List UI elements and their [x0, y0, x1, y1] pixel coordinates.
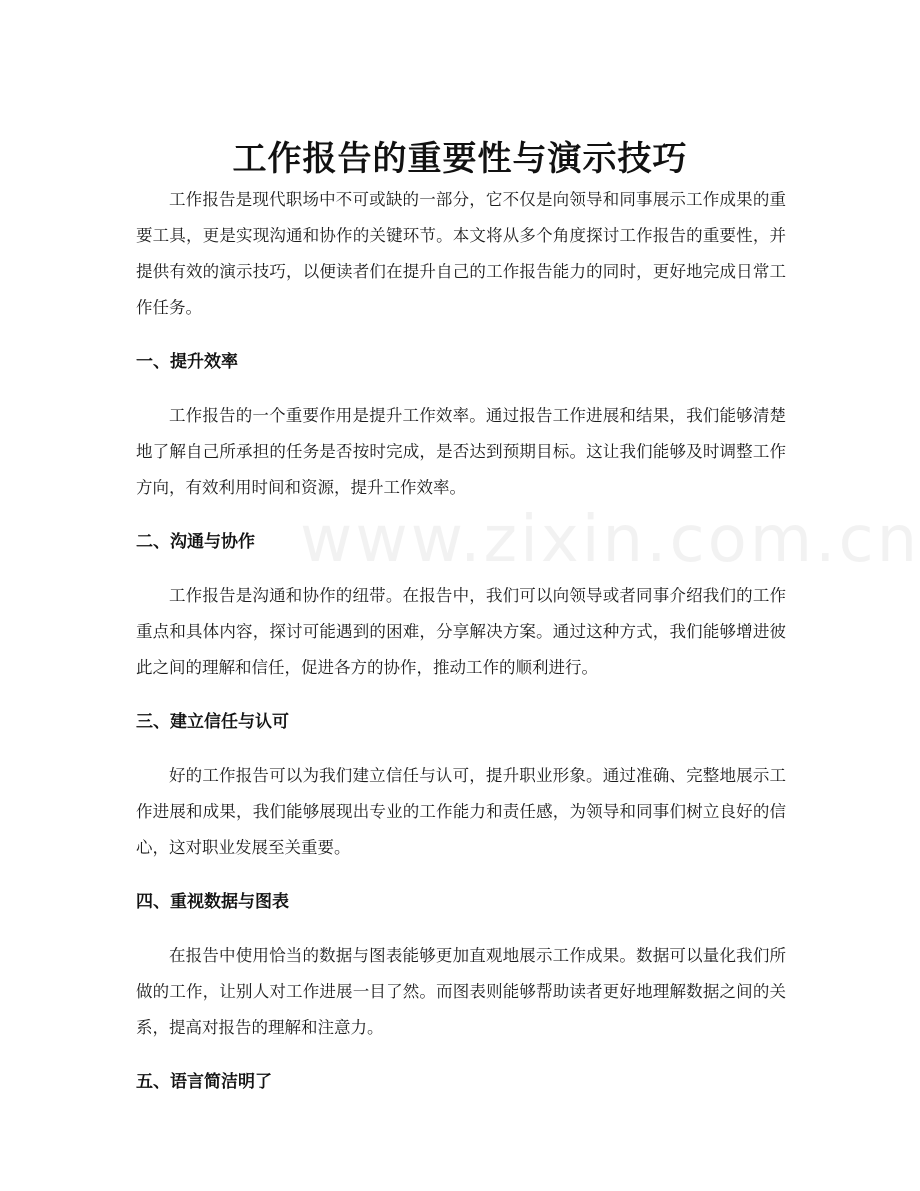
section-body-efficiency: 工作报告的一个重要作用是提升工作效率。通过报告工作进展和结果，我们能够清楚地了解自己所承担的任务是否按时完成，是否达到预期目标。这让我们能够及时调整工作方向，有效利用时间和资源，提升工作效率。	[136, 406, 786, 497]
intro-paragraph: 工作报告是现代职场中不可或缺的一部分，它不仅是向领导和同事展示工作成果的重要工具，更是实现沟通和协作的关键环节。本文将从多个角度探讨工作报告的重要性，并提供有效的演示技巧，以便读者们在提升自己的工作报告能力的同时，更好地完成日常工作任务。	[136, 190, 786, 317]
section-heading-efficiency: 一、提升效率	[136, 352, 238, 372]
watermark: www.zixin.com.cn	[300, 503, 920, 577]
section-heading-data-charts: 四、重视数据与图表	[136, 892, 289, 912]
document-title: 工作报告的重要性与演示技巧	[232, 138, 688, 179]
document-body	[136, 182, 786, 1100]
section-heading-language: 五、语言简洁明了	[136, 1072, 272, 1092]
section-heading-communication: 二、沟通与协作	[136, 532, 255, 552]
section-heading-trust: 三、建立信任与认可	[136, 712, 289, 732]
section-body-communication: 工作报告是沟通和协作的纽带。在报告中，我们可以向领导或者同事介绍我们的工作重点和具体内容，探讨可能遇到的困难，分享解决方案。通过这种方式，我们能够增进彼此之间的理解和信任，促进各方的协作，推动工作的顺利进行。	[136, 586, 786, 677]
section-body-data-charts: 在报告中使用恰当的数据与图表能够更加直观地展示工作成果。数据可以量化我们所做的工作，让别人对工作进展一目了然。而图表则能够帮助读者更好地理解数据之间的关系，提高对报告的理解和注意力。	[136, 946, 786, 1037]
section-body-trust: 好的工作报告可以为我们建立信任与认可，提升职业形象。通过准确、完整地展示工作进展和成果，我们能够展现出专业的工作能力和责任感，为领导和同事们树立良好的信心，这对职业发展至关重要。	[136, 766, 786, 857]
